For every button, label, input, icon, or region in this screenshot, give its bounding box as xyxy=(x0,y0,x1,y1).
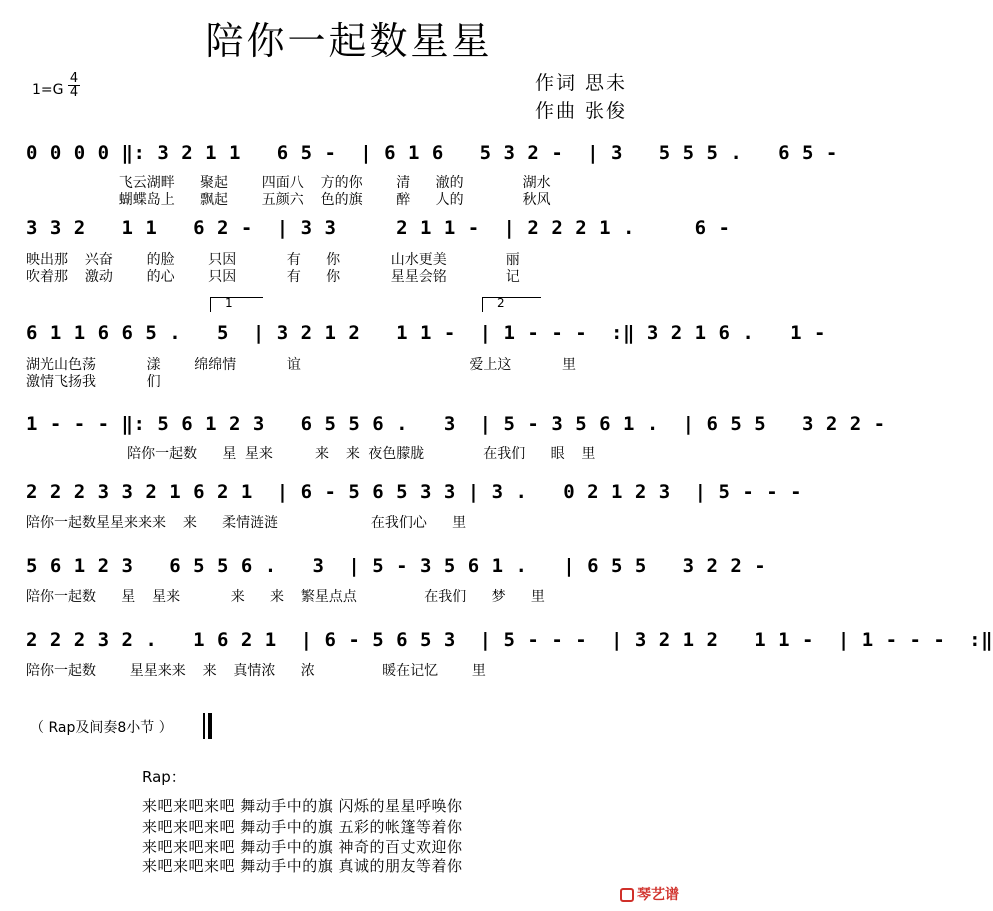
notation-row-6: 5 6 1 2 3 6 5 5 6 . 3 | 5 - 3 5 6 1 . | 6 5 5 3 2 2 - xyxy=(26,555,767,577)
time-signature-top: 4 xyxy=(69,71,79,86)
first-ending-label: 1 xyxy=(225,296,233,310)
notation-row-7: 2 2 2 3 2 . 1 6 2 1 | 6 - 5 6 5 3 | 5 - - - | 3 2 1 2 1 1 - | 1 - - - :‖ xyxy=(26,629,993,651)
logo-text: 琴艺谱 xyxy=(637,887,679,903)
final-barline-thick xyxy=(203,713,205,739)
notation-row-1: 0 0 0 0 ‖: 3 2 1 1 6 5 - | 6 1 6 5 3 2 - | 3 5 5 5 . 6 5 - xyxy=(26,142,838,164)
lyrics-row-1b: 蝴蝶岛上 飘起 五颜六 色的旗 醉 人的 秋风 xyxy=(26,192,551,208)
time-signature-bottom: 4 xyxy=(69,85,79,100)
lyrics-row-1a: 飞云湖畔 聚起 四面八 方的你 清 澈的 湖水 xyxy=(26,175,551,191)
lyrics-row-3a: 湖光山色荡 漾 绵绵情 谊 爱上这 里 xyxy=(26,357,577,373)
site-logo xyxy=(620,884,679,904)
second-ending-label: 2 xyxy=(497,296,505,310)
logo-icon xyxy=(620,888,634,902)
song-title: 陪你一起数星星 xyxy=(205,19,493,63)
notation-row-3: 6 1 1 6 6 5 . 5 | 3 2 1 2 1 1 - | 1 - - - :‖ 3 2 1 6 . 1 - xyxy=(26,322,826,344)
lyricist-credit: 作词 思未 xyxy=(535,72,628,94)
lyrics-row-7: 陪你一起数 星星来来 来 真情浓 浓 暖在记忆 里 xyxy=(26,663,486,679)
lyrics-row-3b: 激情飞扬我 们 xyxy=(26,374,161,390)
lyrics-row-4: 陪你一起数 星 星来 来 来 夜色朦胧 在我们 眼 里 xyxy=(26,446,596,462)
composer-credit: 作曲 张俊 xyxy=(535,100,628,122)
notation-row-4: 1 - - - ‖: 5 6 1 2 3 6 5 5 6 . 3 | 5 - 3 5 6 1 . | 6 5 5 3 2 2 - xyxy=(26,413,886,435)
rap-line-3: 来吧来吧来吧 舞动手中的旗 神奇的百丈欢迎你 xyxy=(142,838,463,856)
lyrics-row-2b: 吹着那 激动 的心 只因 有 你 星星会铭 记 xyxy=(26,269,520,285)
second-ending-bracket xyxy=(482,297,541,312)
time-signature xyxy=(68,72,80,99)
lyrics-row-5: 陪你一起数星星来来来 来 柔情涟涟 在我们心 里 xyxy=(26,515,467,531)
rap-line-4: 来吧来吧来吧 舞动手中的旗 真诚的朋友等着你 xyxy=(142,857,463,875)
first-ending-bracket xyxy=(210,297,263,312)
key-signature: 1=G xyxy=(32,82,64,98)
rap-line-2: 来吧来吧来吧 舞动手中的旗 五彩的帐篷等着你 xyxy=(142,818,463,836)
lyrics-row-6: 陪你一起数 星 星来 来 来 繁星点点 在我们 梦 里 xyxy=(26,589,545,605)
rap-label: Rap： xyxy=(142,768,186,786)
final-barline-heavy xyxy=(208,713,212,739)
rap-line-1: 来吧来吧来吧 舞动手中的旗 闪烁的星星呼唤你 xyxy=(142,797,463,815)
rap-interlude-note: （ Rap及间奏8小节 ） xyxy=(30,720,173,736)
notation-row-5: 2 2 2 3 3 2 1 6 2 1 | 6 - 5 6 5 3 3 | 3 . 0 2 1 2 3 | 5 - - - xyxy=(26,481,803,503)
notation-row-2: 3 3 2 1 1 6 2 - | 3 3 2 1 1 - | 2 2 2 1 . 6 - xyxy=(26,217,731,239)
lyrics-row-2a: 映出那 兴奋 的脸 只因 有 你 山水更美 丽 xyxy=(26,252,520,268)
